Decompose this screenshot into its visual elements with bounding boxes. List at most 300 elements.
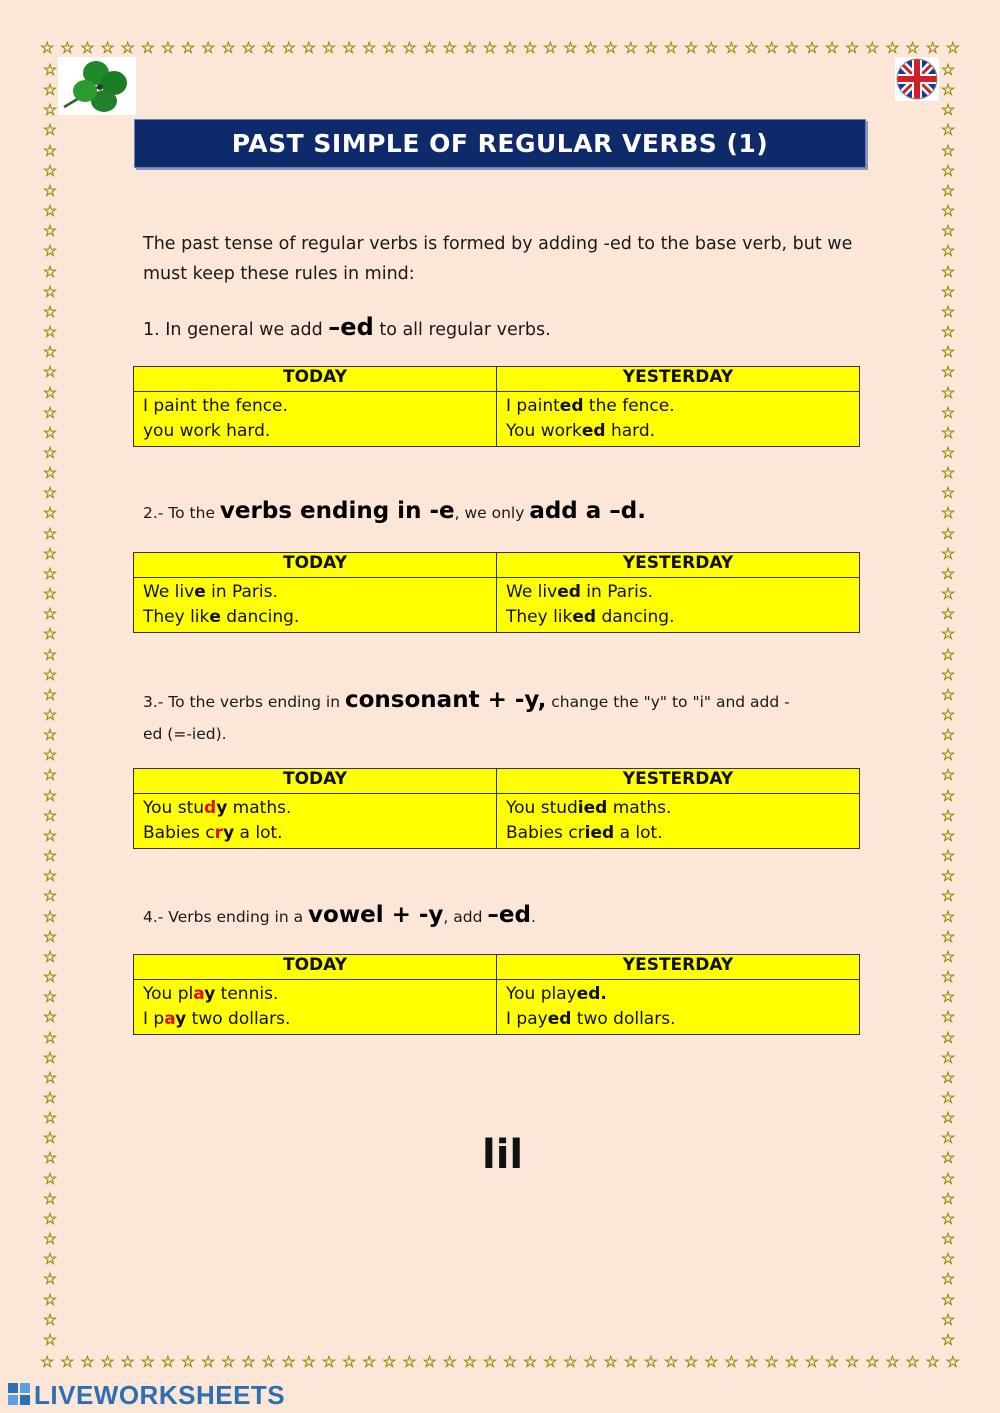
star-icon: ☆ (543, 1352, 558, 1371)
rule-3-line-2: ed (=-ied). (143, 725, 227, 743)
star-icon: ☆ (442, 38, 457, 57)
star-icon: ☆ (301, 1352, 316, 1371)
star-icon: ☆ (42, 1007, 58, 1027)
star-icon: ☆ (940, 745, 956, 765)
star-icon: ☆ (925, 1352, 940, 1371)
star-icon: ☆ (80, 38, 95, 57)
sentence-part: maths. (227, 798, 292, 818)
star-icon: ☆ (940, 906, 956, 926)
star-icon: ☆ (140, 38, 155, 57)
rule-4 (143, 900, 536, 932)
star-icon: ☆ (42, 402, 58, 422)
yesterday-sentence-2 (506, 605, 851, 630)
star-icon: ☆ (940, 926, 956, 946)
ending-bold: ied (577, 798, 608, 818)
star-icon: ☆ (940, 785, 956, 805)
rule-1 (143, 312, 551, 345)
star-icon: ☆ (940, 644, 956, 664)
star-icon: ☆ (940, 80, 956, 100)
star-icon: ☆ (845, 1352, 860, 1371)
ending-bold: ed (547, 1009, 572, 1029)
star-icon: ☆ (940, 584, 956, 604)
star-icon: ☆ (261, 38, 276, 57)
rule-2-emphasis-1: verbs ending in -e (219, 498, 455, 524)
star-icon: ☆ (940, 503, 956, 523)
star-icon: ☆ (42, 160, 58, 180)
rule-1-post: to all regular verbs. (373, 320, 551, 340)
star-icon: ☆ (482, 38, 498, 57)
star-icon: ☆ (563, 38, 578, 57)
star-icon: ☆ (80, 1352, 95, 1371)
star-icon: ☆ (583, 1352, 598, 1371)
today-sentence-1: I paint the fence. (143, 396, 288, 416)
sentence-part: Babies c (143, 823, 215, 843)
yesterday-cell (497, 392, 860, 447)
star-icon: ☆ (42, 1067, 58, 1087)
star-icon: ☆ (42, 1027, 58, 1047)
star-icon: ☆ (42, 866, 58, 886)
sentence-part: You work (506, 421, 582, 441)
star-icon: ☆ (940, 100, 956, 120)
sentence-part: maths. (607, 798, 672, 818)
star-icon: ☆ (42, 382, 58, 402)
star-icon: ☆ (543, 38, 558, 57)
star-icon: ☆ (42, 80, 58, 100)
star-icon: ☆ (940, 1289, 956, 1309)
star-icon: ☆ (42, 906, 58, 926)
star-icon: ☆ (940, 523, 956, 543)
star-icon: ☆ (885, 1352, 900, 1371)
star-icon: ☆ (744, 38, 759, 57)
sentence-part: We liv (143, 582, 195, 602)
intro-text (143, 229, 852, 289)
star-icon: ☆ (42, 584, 58, 604)
star-icon: ☆ (940, 1128, 956, 1148)
sentence-part: the fence. (583, 396, 675, 416)
star-icon: ☆ (940, 322, 956, 342)
star-border-top (40, 38, 960, 58)
ending-bold: e (209, 607, 221, 627)
star-icon: ☆ (422, 38, 437, 57)
star-icon: ☆ (201, 1352, 216, 1371)
star-icon: ☆ (583, 38, 598, 57)
yesterday-sentence-2 (506, 419, 851, 444)
rule-2-post: . (637, 498, 647, 524)
star-icon: ☆ (784, 38, 799, 57)
sentence-part: Babies cr (506, 823, 585, 843)
vowel-highlight: a (164, 1009, 176, 1029)
rule-4-post: . (530, 908, 536, 926)
star-icon: ☆ (824, 1352, 840, 1371)
star-icon: ☆ (563, 1352, 578, 1371)
star-icon: ☆ (140, 1352, 155, 1371)
star-icon: ☆ (940, 624, 956, 644)
star-icon: ☆ (402, 1352, 417, 1371)
star-icon: ☆ (663, 1352, 679, 1371)
star-icon: ☆ (724, 1352, 739, 1371)
watermark-text: lil (482, 1132, 524, 1178)
ending-bold: ied (584, 823, 615, 843)
star-icon: ☆ (940, 140, 956, 160)
star-icon: ☆ (940, 221, 956, 241)
sentence-part: They lik (506, 607, 573, 627)
star-icon: ☆ (42, 342, 58, 362)
star-icon: ☆ (684, 1352, 699, 1371)
star-icon: ☆ (684, 38, 699, 57)
star-icon: ☆ (764, 1352, 779, 1371)
sentence-part: I p (143, 1009, 165, 1029)
star-icon: ☆ (42, 1229, 58, 1249)
star-icon: ☆ (905, 1352, 920, 1371)
star-icon: ☆ (42, 604, 58, 624)
ending-bold: e (194, 582, 206, 602)
star-icon: ☆ (885, 38, 900, 57)
star-icon: ☆ (60, 1352, 75, 1371)
star-icon: ☆ (940, 805, 956, 825)
star-icon: ☆ (940, 160, 956, 180)
ending-bold: y (216, 798, 228, 818)
today-sentence-2 (143, 821, 488, 846)
star-icon: ☆ (940, 362, 956, 382)
star-icon: ☆ (603, 1352, 618, 1371)
star-icon: ☆ (784, 1352, 799, 1371)
star-icon: ☆ (42, 624, 58, 644)
star-icon: ☆ (623, 38, 638, 57)
star-icon: ☆ (502, 1352, 518, 1371)
star-icon: ☆ (42, 765, 58, 785)
star-icon: ☆ (100, 38, 115, 57)
uk-flag-icon (895, 57, 939, 101)
sentence-part: They lik (143, 607, 210, 627)
star-icon: ☆ (341, 38, 357, 57)
rule-4-emphasis-1: vowel + -y (308, 902, 444, 928)
star-icon: ☆ (42, 1269, 58, 1289)
star-icon: ☆ (42, 100, 58, 120)
star-icon: ☆ (940, 402, 956, 422)
star-icon: ☆ (42, 503, 58, 523)
star-icon: ☆ (42, 967, 58, 987)
header-yesterday: YESTERDAY (497, 955, 860, 980)
clover-icon (58, 57, 136, 115)
star-icon: ☆ (940, 886, 956, 906)
star-icon: ☆ (940, 604, 956, 624)
star-icon: ☆ (940, 1208, 956, 1228)
sentence-part: We liv (506, 582, 558, 602)
sentence-part: two dollars. (186, 1009, 291, 1029)
header-yesterday: YESTERDAY (497, 367, 860, 392)
yesterday-sentence-1 (506, 796, 851, 821)
ending-bold: ed (581, 421, 606, 441)
star-icon: ☆ (120, 1352, 135, 1371)
consonant-highlight: r (214, 823, 224, 843)
page-title: PAST SIMPLE OF REGULAR VERBS (1) (134, 119, 866, 168)
star-icon: ☆ (301, 38, 316, 57)
star-icon: ☆ (940, 1168, 956, 1188)
star-icon: ☆ (502, 38, 518, 57)
star-icon: ☆ (940, 342, 956, 362)
star-icon: ☆ (281, 1352, 296, 1371)
yesterday-sentence-1 (506, 982, 851, 1007)
yesterday-cell (497, 578, 860, 633)
star-icon: ☆ (764, 38, 779, 57)
star-icon: ☆ (42, 805, 58, 825)
star-icon: ☆ (940, 201, 956, 221)
liveworksheets-logo[interactable] (8, 1380, 285, 1411)
yesterday-sentence-2 (506, 1007, 851, 1032)
header-today: TODAY (134, 367, 497, 392)
verb-table-2 (133, 552, 860, 633)
yesterday-sentence-1 (506, 580, 851, 605)
star-icon: ☆ (60, 38, 75, 57)
star-icon: ☆ (42, 201, 58, 221)
rule-2-pre: 2.- To the (143, 504, 220, 522)
today-sentence-2 (143, 605, 488, 630)
vowel-highlight: a (193, 984, 205, 1004)
star-icon: ☆ (42, 180, 58, 200)
sentence-part: I pay (506, 1009, 548, 1029)
star-icon: ☆ (940, 442, 956, 462)
yesterday-cell (497, 794, 860, 849)
star-icon: ☆ (42, 523, 58, 543)
ending-bold: ed (559, 396, 584, 416)
star-icon: ☆ (940, 483, 956, 503)
star-icon: ☆ (42, 301, 58, 321)
star-icon: ☆ (261, 1352, 276, 1371)
sentence-part: in Paris. (580, 582, 654, 602)
star-icon: ☆ (940, 1249, 956, 1269)
star-icon: ☆ (100, 1352, 115, 1371)
star-icon: ☆ (42, 442, 58, 462)
star-icon: ☆ (940, 1188, 956, 1208)
sentence-part: hard. (605, 421, 656, 441)
star-icon: ☆ (42, 1168, 58, 1188)
sentence-part: tennis. (215, 984, 279, 1004)
footer-brand-text: LIVEWORKSHEETS (34, 1380, 286, 1410)
star-icon: ☆ (42, 1329, 58, 1349)
today-sentence-1 (143, 796, 488, 821)
star-icon: ☆ (744, 1352, 759, 1371)
verb-table-3 (133, 768, 860, 849)
header-yesterday: YESTERDAY (497, 769, 860, 794)
star-icon: ☆ (42, 1047, 58, 1067)
verb-table-1 (133, 366, 860, 447)
star-icon: ☆ (603, 38, 618, 57)
star-icon: ☆ (42, 785, 58, 805)
star-icon: ☆ (704, 38, 719, 57)
star-icon: ☆ (940, 1229, 956, 1249)
star-icon: ☆ (42, 322, 58, 342)
star-icon: ☆ (42, 1188, 58, 1208)
star-icon: ☆ (704, 1352, 719, 1371)
star-icon: ☆ (523, 38, 538, 57)
star-icon: ☆ (940, 1067, 956, 1087)
star-icon: ☆ (341, 1352, 357, 1371)
rule-4-mid: , add (443, 908, 488, 926)
star-icon: ☆ (905, 38, 920, 57)
star-icon: ☆ (120, 38, 135, 57)
star-icon: ☆ (462, 38, 477, 57)
star-icon: ☆ (482, 1352, 498, 1371)
star-icon: ☆ (160, 1352, 176, 1371)
star-icon: ☆ (42, 1309, 58, 1329)
star-icon: ☆ (42, 1249, 58, 1269)
star-icon: ☆ (221, 38, 236, 57)
sentence-part: You play (506, 984, 577, 1004)
star-border-right (938, 60, 958, 1350)
rule-3-post: change the "y" to "i" and add - (546, 693, 790, 711)
star-icon: ☆ (201, 38, 216, 57)
star-icon: ☆ (865, 1352, 880, 1371)
star-icon: ☆ (940, 241, 956, 261)
rule-3 (143, 685, 790, 749)
star-icon: ☆ (42, 1108, 58, 1128)
star-icon: ☆ (362, 38, 377, 57)
star-icon: ☆ (42, 1208, 58, 1228)
intro-line-1: The past tense of regular verbs is formed by adding -ed to the base verb, but we (143, 234, 853, 254)
star-icon: ☆ (42, 684, 58, 704)
star-icon: ☆ (40, 38, 55, 57)
star-icon: ☆ (40, 1352, 55, 1371)
today-cell (134, 578, 497, 633)
star-icon: ☆ (42, 745, 58, 765)
star-icon: ☆ (940, 1047, 956, 1067)
star-icon: ☆ (42, 281, 58, 301)
star-icon: ☆ (241, 38, 256, 57)
liveworksheets-logo-icon (8, 1383, 30, 1409)
star-icon: ☆ (940, 987, 956, 1007)
star-icon: ☆ (42, 846, 58, 866)
yesterday-cell (497, 980, 860, 1035)
star-icon: ☆ (42, 241, 58, 261)
ending-bold: y (223, 823, 235, 843)
star-icon: ☆ (42, 221, 58, 241)
star-icon: ☆ (940, 382, 956, 402)
rule-2-emphasis-2: add a –d (529, 498, 638, 524)
star-icon: ☆ (940, 180, 956, 200)
rule-1-pre: 1. In general we add (143, 320, 329, 340)
star-icon: ☆ (940, 563, 956, 583)
rule-3-emphasis: consonant + -y, (345, 687, 547, 713)
intro-line-2: must keep these rules in mind: (143, 264, 415, 284)
star-icon: ☆ (940, 1007, 956, 1027)
star-icon: ☆ (42, 60, 58, 79)
sentence-part: dancing. (220, 607, 300, 627)
star-icon: ☆ (940, 967, 956, 987)
star-icon: ☆ (42, 1148, 58, 1168)
star-icon: ☆ (42, 705, 58, 724)
sentence-part: in Paris. (205, 582, 278, 602)
sentence-part: dancing. (596, 607, 675, 627)
rule-4-emphasis-2: –ed (487, 902, 531, 928)
star-icon: ☆ (623, 1352, 638, 1371)
yesterday-sentence-1 (506, 394, 851, 419)
star-icon: ☆ (845, 38, 860, 57)
rule-2-mid: , we only (454, 504, 530, 522)
star-icon: ☆ (925, 38, 940, 57)
star-icon: ☆ (42, 926, 58, 946)
star-icon: ☆ (940, 261, 956, 281)
sentence-part: I paint (506, 396, 560, 416)
star-icon: ☆ (42, 725, 58, 745)
star-icon: ☆ (382, 38, 397, 57)
star-icon: ☆ (804, 38, 820, 57)
rule-1-emphasis: –ed (328, 313, 374, 341)
star-icon: ☆ (42, 483, 58, 503)
today-sentence-2 (143, 1007, 488, 1032)
star-icon: ☆ (42, 664, 58, 684)
star-icon: ☆ (643, 38, 659, 57)
ending-bold: ed (572, 607, 597, 627)
star-icon: ☆ (940, 725, 956, 745)
sentence-part: You pl (143, 984, 194, 1004)
star-icon: ☆ (945, 38, 960, 57)
ending-bold: y (175, 1009, 187, 1029)
today-cell (134, 392, 497, 447)
star-icon: ☆ (663, 38, 679, 57)
rule-2 (143, 496, 646, 528)
star-icon: ☆ (42, 946, 58, 966)
star-icon: ☆ (42, 825, 58, 845)
verb-table-4 (133, 954, 860, 1035)
star-icon: ☆ (42, 261, 58, 281)
rule-3-line-1 (143, 685, 790, 717)
sentence-part: two dollars. (571, 1009, 676, 1029)
header-yesterday: YESTERDAY (497, 553, 860, 578)
star-icon: ☆ (940, 1148, 956, 1168)
star-icon: ☆ (42, 1087, 58, 1107)
star-icon: ☆ (42, 362, 58, 382)
star-icon: ☆ (940, 684, 956, 704)
star-icon: ☆ (402, 38, 417, 57)
sentence-part: a lot. (234, 823, 283, 843)
header-today: TODAY (134, 955, 497, 980)
star-border-left (40, 60, 60, 1350)
star-icon: ☆ (940, 1087, 956, 1107)
star-icon: ☆ (940, 543, 956, 563)
star-icon: ☆ (940, 120, 956, 140)
star-icon: ☆ (42, 120, 58, 140)
star-icon: ☆ (865, 38, 880, 57)
star-icon: ☆ (321, 38, 337, 57)
star-icon: ☆ (42, 563, 58, 583)
star-icon: ☆ (42, 140, 58, 160)
star-icon: ☆ (42, 1289, 58, 1309)
star-icon: ☆ (824, 38, 840, 57)
star-icon: ☆ (643, 1352, 659, 1371)
yesterday-sentence-2 (506, 821, 851, 846)
star-icon: ☆ (940, 422, 956, 442)
star-icon: ☆ (523, 1352, 538, 1371)
star-icon: ☆ (160, 38, 176, 57)
star-icon: ☆ (42, 1128, 58, 1148)
star-icon: ☆ (180, 1352, 196, 1371)
sentence-part: a lot. (614, 823, 663, 843)
today-cell (134, 794, 497, 849)
today-sentence-2: you work hard. (143, 421, 271, 441)
today-sentence-1 (143, 982, 488, 1007)
rule-3-pre: 3.- To the verbs ending in (143, 693, 345, 711)
star-icon: ☆ (462, 1352, 477, 1371)
star-icon: ☆ (940, 1329, 956, 1349)
ending-bold: ed. (576, 984, 607, 1004)
star-icon: ☆ (180, 38, 196, 57)
star-icon: ☆ (382, 1352, 397, 1371)
star-icon: ☆ (362, 1352, 377, 1371)
star-icon: ☆ (940, 281, 956, 301)
star-icon: ☆ (940, 846, 956, 866)
ending-bold: ed (557, 582, 581, 602)
star-icon: ☆ (940, 946, 956, 966)
